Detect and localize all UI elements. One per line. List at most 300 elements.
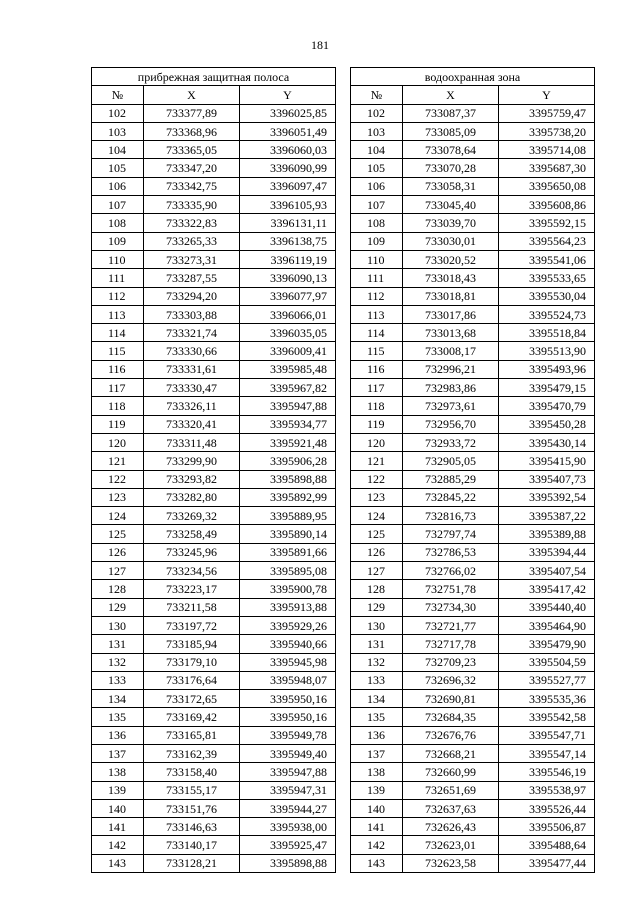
column-header-x: X <box>144 86 240 104</box>
table-row <box>92 744 336 762</box>
point-number-cell: 135 <box>351 708 403 726</box>
point-number-cell: 102 <box>351 104 403 122</box>
x-coordinate-cell: 733330,66 <box>144 342 240 360</box>
y-coordinate-cell: 3395898,88 <box>240 470 336 488</box>
point-number-cell: 138 <box>92 763 144 781</box>
point-number-cell: 108 <box>92 214 144 232</box>
y-coordinate-cell: 3395564,23 <box>499 232 595 250</box>
table-row <box>351 580 595 598</box>
y-coordinate-cell: 3395518,84 <box>499 324 595 342</box>
point-number-cell: 112 <box>92 287 144 305</box>
point-number-cell: 137 <box>351 744 403 762</box>
point-number-cell: 124 <box>92 507 144 525</box>
table-row <box>351 781 595 799</box>
table-row <box>351 488 595 506</box>
x-coordinate-cell: 733155,17 <box>144 781 240 799</box>
point-number-cell: 126 <box>92 543 144 561</box>
y-coordinate-cell: 3395533,65 <box>499 269 595 287</box>
y-coordinate-cell: 3395547,14 <box>499 744 595 762</box>
y-coordinate-cell: 3396035,05 <box>240 324 336 342</box>
point-number-cell: 115 <box>351 342 403 360</box>
x-coordinate-cell: 733299,90 <box>144 452 240 470</box>
y-coordinate-cell: 3395949,40 <box>240 744 336 762</box>
x-coordinate-cell: 733165,81 <box>144 726 240 744</box>
point-number-cell: 116 <box>92 360 144 378</box>
y-coordinate-cell: 3395608,86 <box>499 196 595 214</box>
x-coordinate-cell: 733322,83 <box>144 214 240 232</box>
column-header-y: Y <box>240 86 336 104</box>
table-row <box>92 196 336 214</box>
table-row <box>351 269 595 287</box>
table-row <box>351 232 595 250</box>
x-coordinate-cell: 733282,80 <box>144 488 240 506</box>
x-coordinate-cell: 733331,61 <box>144 360 240 378</box>
x-coordinate-cell: 733321,74 <box>144 324 240 342</box>
y-coordinate-cell: 3395488,64 <box>499 836 595 854</box>
y-coordinate-cell: 3395906,28 <box>240 452 336 470</box>
y-coordinate-cell: 3395547,71 <box>499 726 595 744</box>
point-number-cell: 106 <box>92 177 144 195</box>
x-coordinate-cell: 733176,64 <box>144 671 240 689</box>
x-coordinate-cell: 733365,05 <box>144 141 240 159</box>
table-row <box>92 525 336 543</box>
table-row <box>92 488 336 506</box>
x-coordinate-cell: 732983,86 <box>403 379 499 397</box>
point-number-cell: 115 <box>92 342 144 360</box>
point-number-cell: 126 <box>351 543 403 561</box>
point-number-cell: 141 <box>351 818 403 836</box>
point-number-cell: 118 <box>92 397 144 415</box>
table-row <box>351 799 595 817</box>
point-number-cell: 103 <box>92 122 144 140</box>
point-number-cell: 113 <box>351 305 403 323</box>
y-coordinate-cell: 3395546,19 <box>499 763 595 781</box>
point-number-cell: 119 <box>351 415 403 433</box>
y-coordinate-cell: 3395394,44 <box>499 543 595 561</box>
x-coordinate-cell: 732696,32 <box>403 671 499 689</box>
table-row <box>92 562 336 580</box>
y-coordinate-cell: 3395504,59 <box>499 653 595 671</box>
x-coordinate-cell: 733330,47 <box>144 379 240 397</box>
table-row <box>92 104 336 122</box>
table-row <box>92 763 336 781</box>
table-row <box>92 122 336 140</box>
y-coordinate-cell: 3395524,73 <box>499 305 595 323</box>
y-coordinate-cell: 3396077,97 <box>240 287 336 305</box>
y-coordinate-cell: 3395541,06 <box>499 250 595 268</box>
table-row <box>92 159 336 177</box>
column-header-x: X <box>403 86 499 104</box>
x-coordinate-cell: 733197,72 <box>144 616 240 634</box>
table-row <box>351 324 595 342</box>
x-coordinate-cell: 732786,53 <box>403 543 499 561</box>
x-coordinate-cell: 732623,01 <box>403 836 499 854</box>
y-coordinate-cell: 3395929,26 <box>240 616 336 634</box>
y-coordinate-cell: 3395527,77 <box>499 671 595 689</box>
table-row <box>92 635 336 653</box>
y-coordinate-cell: 3395464,90 <box>499 616 595 634</box>
point-number-cell: 132 <box>351 653 403 671</box>
y-coordinate-cell: 3395506,87 <box>499 818 595 836</box>
point-number-cell: 142 <box>351 836 403 854</box>
y-coordinate-cell: 3395967,82 <box>240 379 336 397</box>
x-coordinate-cell: 732626,43 <box>403 818 499 836</box>
point-number-cell: 128 <box>351 580 403 598</box>
table-row <box>92 726 336 744</box>
table-row <box>351 214 595 232</box>
column-header-y: Y <box>499 86 595 104</box>
table-row <box>92 690 336 708</box>
y-coordinate-cell: 3396060,03 <box>240 141 336 159</box>
y-coordinate-cell: 3395925,47 <box>240 836 336 854</box>
x-coordinate-cell: 733151,76 <box>144 799 240 817</box>
x-coordinate-cell: 732956,70 <box>403 415 499 433</box>
table-row <box>351 836 595 854</box>
x-coordinate-cell: 732721,77 <box>403 616 499 634</box>
x-coordinate-cell: 732660,99 <box>403 763 499 781</box>
x-coordinate-cell: 733223,17 <box>144 580 240 598</box>
y-coordinate-cell: 3395538,97 <box>499 781 595 799</box>
point-number-cell: 116 <box>351 360 403 378</box>
y-coordinate-cell: 3395738,20 <box>499 122 595 140</box>
x-coordinate-cell: 733128,21 <box>144 854 240 872</box>
point-number-cell: 139 <box>92 781 144 799</box>
y-coordinate-cell: 3395392,54 <box>499 488 595 506</box>
point-number-cell: 114 <box>351 324 403 342</box>
y-coordinate-cell: 3395714,08 <box>499 141 595 159</box>
y-coordinate-cell: 3396090,99 <box>240 159 336 177</box>
table-row <box>92 836 336 854</box>
table-row <box>351 433 595 451</box>
x-coordinate-cell: 732766,02 <box>403 562 499 580</box>
x-coordinate-cell: 733287,55 <box>144 269 240 287</box>
x-coordinate-cell: 733303,88 <box>144 305 240 323</box>
point-number-cell: 110 <box>351 250 403 268</box>
y-coordinate-cell: 3395900,78 <box>240 580 336 598</box>
table-row <box>92 452 336 470</box>
x-coordinate-cell: 733377,89 <box>144 104 240 122</box>
point-number-cell: 107 <box>351 196 403 214</box>
x-coordinate-cell: 732797,74 <box>403 525 499 543</box>
point-number-cell: 125 <box>92 525 144 543</box>
point-number-cell: 140 <box>92 799 144 817</box>
table-row <box>351 104 595 122</box>
x-coordinate-cell: 733045,40 <box>403 196 499 214</box>
point-number-cell: 121 <box>351 452 403 470</box>
x-coordinate-cell: 733172,65 <box>144 690 240 708</box>
y-coordinate-cell: 3395470,79 <box>499 397 595 415</box>
table-row <box>351 196 595 214</box>
table-row <box>351 250 595 268</box>
point-number-cell: 108 <box>351 214 403 232</box>
y-coordinate-cell: 3396119,19 <box>240 250 336 268</box>
table-row <box>92 305 336 323</box>
point-number-cell: 136 <box>351 726 403 744</box>
table-row <box>351 543 595 561</box>
y-coordinate-cell: 3395417,42 <box>499 580 595 598</box>
x-coordinate-cell: 733013,68 <box>403 324 499 342</box>
x-coordinate-cell: 733078,64 <box>403 141 499 159</box>
table-row <box>351 598 595 616</box>
table-row <box>92 818 336 836</box>
x-coordinate-cell: 733294,20 <box>144 287 240 305</box>
y-coordinate-cell: 3395889,95 <box>240 507 336 525</box>
table-row <box>351 397 595 415</box>
x-coordinate-cell: 733269,32 <box>144 507 240 525</box>
x-coordinate-cell: 733146,63 <box>144 818 240 836</box>
y-coordinate-cell: 3395440,40 <box>499 598 595 616</box>
x-coordinate-cell: 733158,40 <box>144 763 240 781</box>
x-coordinate-cell: 733265,33 <box>144 232 240 250</box>
y-coordinate-cell: 3395938,00 <box>240 818 336 836</box>
point-number-cell: 127 <box>92 562 144 580</box>
y-coordinate-cell: 3395387,22 <box>499 507 595 525</box>
point-number-cell: 118 <box>351 397 403 415</box>
point-number-cell: 117 <box>351 379 403 397</box>
x-coordinate-cell: 732709,23 <box>403 653 499 671</box>
y-coordinate-cell: 3395948,07 <box>240 671 336 689</box>
y-coordinate-cell: 3396105,93 <box>240 196 336 214</box>
table-row <box>351 122 595 140</box>
x-coordinate-cell: 732816,73 <box>403 507 499 525</box>
table-row <box>92 580 336 598</box>
y-coordinate-cell: 3395947,88 <box>240 763 336 781</box>
table-row <box>92 269 336 287</box>
table-row <box>92 397 336 415</box>
table-row <box>92 854 336 872</box>
table-row <box>92 616 336 634</box>
table-row <box>351 177 595 195</box>
point-number-cell: 129 <box>92 598 144 616</box>
point-number-cell: 130 <box>351 616 403 634</box>
x-coordinate-cell: 732676,76 <box>403 726 499 744</box>
point-number-cell: 128 <box>92 580 144 598</box>
point-number-cell: 119 <box>92 415 144 433</box>
x-coordinate-cell: 732668,21 <box>403 744 499 762</box>
x-coordinate-cell: 732690,81 <box>403 690 499 708</box>
x-coordinate-cell: 733273,31 <box>144 250 240 268</box>
point-number-cell: 102 <box>92 104 144 122</box>
x-coordinate-cell: 732905,05 <box>403 452 499 470</box>
x-coordinate-cell: 733018,81 <box>403 287 499 305</box>
table-row <box>92 598 336 616</box>
point-number-cell: 121 <box>92 452 144 470</box>
x-coordinate-cell: 732623,58 <box>403 854 499 872</box>
x-coordinate-cell: 732651,69 <box>403 781 499 799</box>
table-row <box>351 525 595 543</box>
y-coordinate-cell: 3396138,75 <box>240 232 336 250</box>
column-header-number: № <box>351 86 403 104</box>
y-coordinate-cell: 3395934,77 <box>240 415 336 433</box>
point-number-cell: 132 <box>92 653 144 671</box>
x-coordinate-cell: 733087,37 <box>403 104 499 122</box>
point-number-cell: 112 <box>351 287 403 305</box>
table-row <box>351 415 595 433</box>
table-row <box>351 452 595 470</box>
table-row <box>351 507 595 525</box>
point-number-cell: 105 <box>92 159 144 177</box>
x-coordinate-cell: 733085,09 <box>403 122 499 140</box>
point-number-cell: 104 <box>351 141 403 159</box>
x-coordinate-cell: 732684,35 <box>403 708 499 726</box>
y-coordinate-cell: 3395949,78 <box>240 726 336 744</box>
table-row <box>351 360 595 378</box>
x-coordinate-cell: 732996,21 <box>403 360 499 378</box>
table-row <box>92 799 336 817</box>
point-number-cell: 104 <box>92 141 144 159</box>
table-row <box>92 507 336 525</box>
y-coordinate-cell: 3396090,13 <box>240 269 336 287</box>
point-number-cell: 110 <box>92 250 144 268</box>
point-number-cell: 133 <box>351 671 403 689</box>
table-row <box>92 177 336 195</box>
x-coordinate-cell: 733018,43 <box>403 269 499 287</box>
x-coordinate-cell: 733140,17 <box>144 836 240 854</box>
y-coordinate-cell: 3395526,44 <box>499 799 595 817</box>
table-row <box>92 708 336 726</box>
column-header-number: № <box>92 86 144 104</box>
y-coordinate-cell: 3395759,47 <box>499 104 595 122</box>
y-coordinate-cell: 3395477,44 <box>499 854 595 872</box>
x-coordinate-cell: 733342,75 <box>144 177 240 195</box>
table-row <box>351 562 595 580</box>
table-row <box>351 854 595 872</box>
y-coordinate-cell: 3395892,99 <box>240 488 336 506</box>
table-row <box>92 360 336 378</box>
point-number-cell: 107 <box>92 196 144 214</box>
water-protection-zone-table <box>350 67 595 873</box>
point-number-cell: 143 <box>92 854 144 872</box>
y-coordinate-cell: 3395415,90 <box>499 452 595 470</box>
table-row <box>92 324 336 342</box>
x-coordinate-cell: 733169,42 <box>144 708 240 726</box>
x-coordinate-cell: 733311,48 <box>144 433 240 451</box>
point-number-cell: 139 <box>351 781 403 799</box>
point-number-cell: 138 <box>351 763 403 781</box>
point-number-cell: 131 <box>351 635 403 653</box>
point-number-cell: 131 <box>92 635 144 653</box>
table-row <box>351 690 595 708</box>
table-row <box>92 653 336 671</box>
point-number-cell: 120 <box>92 433 144 451</box>
x-coordinate-cell: 733335,90 <box>144 196 240 214</box>
y-coordinate-cell: 3396066,01 <box>240 305 336 323</box>
table-row <box>92 379 336 397</box>
table-row <box>351 379 595 397</box>
table-row <box>351 159 595 177</box>
point-number-cell: 143 <box>351 854 403 872</box>
x-coordinate-cell: 732973,61 <box>403 397 499 415</box>
x-coordinate-cell: 733245,96 <box>144 543 240 561</box>
page-number: 181 <box>311 38 329 52</box>
table-row <box>92 287 336 305</box>
x-coordinate-cell: 733162,39 <box>144 744 240 762</box>
table-row <box>92 781 336 799</box>
point-number-cell: 123 <box>92 488 144 506</box>
x-coordinate-cell: 733368,96 <box>144 122 240 140</box>
point-number-cell: 103 <box>351 122 403 140</box>
point-number-cell: 106 <box>351 177 403 195</box>
y-coordinate-cell: 3395389,88 <box>499 525 595 543</box>
table-row <box>351 635 595 653</box>
table-row <box>92 342 336 360</box>
y-coordinate-cell: 3395891,66 <box>240 543 336 561</box>
x-coordinate-cell: 732717,78 <box>403 635 499 653</box>
table-row <box>351 342 595 360</box>
table-row <box>351 470 595 488</box>
y-coordinate-cell: 3395513,90 <box>499 342 595 360</box>
y-coordinate-cell: 3395895,08 <box>240 562 336 580</box>
y-coordinate-cell: 3395479,15 <box>499 379 595 397</box>
y-coordinate-cell: 3395947,31 <box>240 781 336 799</box>
table-row <box>351 818 595 836</box>
point-number-cell: 125 <box>351 525 403 543</box>
x-coordinate-cell: 733326,11 <box>144 397 240 415</box>
table-row <box>351 763 595 781</box>
x-coordinate-cell: 733070,28 <box>403 159 499 177</box>
x-coordinate-cell: 733017,86 <box>403 305 499 323</box>
y-coordinate-cell: 3395535,36 <box>499 690 595 708</box>
x-coordinate-cell: 733179,10 <box>144 653 240 671</box>
y-coordinate-cell: 3395950,16 <box>240 708 336 726</box>
x-coordinate-cell: 733039,70 <box>403 214 499 232</box>
table-row <box>351 141 595 159</box>
y-coordinate-cell: 3395940,66 <box>240 635 336 653</box>
point-number-cell: 141 <box>92 818 144 836</box>
table-row <box>351 287 595 305</box>
table-row <box>92 433 336 451</box>
table-row <box>351 305 595 323</box>
x-coordinate-cell: 733293,82 <box>144 470 240 488</box>
point-number-cell: 113 <box>92 305 144 323</box>
y-coordinate-cell: 3395493,96 <box>499 360 595 378</box>
point-number-cell: 137 <box>92 744 144 762</box>
point-number-cell: 136 <box>92 726 144 744</box>
y-coordinate-cell: 3395530,04 <box>499 287 595 305</box>
point-number-cell: 135 <box>92 708 144 726</box>
point-number-cell: 105 <box>351 159 403 177</box>
table-row <box>351 744 595 762</box>
table-row <box>351 653 595 671</box>
x-coordinate-cell: 733347,20 <box>144 159 240 177</box>
y-coordinate-cell: 3395898,88 <box>240 854 336 872</box>
point-number-cell: 122 <box>92 470 144 488</box>
x-coordinate-cell: 733185,94 <box>144 635 240 653</box>
point-number-cell: 117 <box>92 379 144 397</box>
y-coordinate-cell: 3396025,85 <box>240 104 336 122</box>
x-coordinate-cell: 733020,52 <box>403 250 499 268</box>
point-number-cell: 127 <box>351 562 403 580</box>
x-coordinate-cell: 733258,49 <box>144 525 240 543</box>
y-coordinate-cell: 3395542,58 <box>499 708 595 726</box>
point-number-cell: 109 <box>351 232 403 250</box>
point-number-cell: 123 <box>351 488 403 506</box>
point-number-cell: 134 <box>92 690 144 708</box>
table-row <box>92 415 336 433</box>
y-coordinate-cell: 3395687,30 <box>499 159 595 177</box>
table-row <box>92 232 336 250</box>
table-row <box>92 543 336 561</box>
x-coordinate-cell: 732734,30 <box>403 598 499 616</box>
x-coordinate-cell: 733030,01 <box>403 232 499 250</box>
y-coordinate-cell: 3395921,48 <box>240 433 336 451</box>
point-number-cell: 134 <box>351 690 403 708</box>
x-coordinate-cell: 732885,29 <box>403 470 499 488</box>
y-coordinate-cell: 3395430,14 <box>499 433 595 451</box>
table-row <box>351 708 595 726</box>
point-number-cell: 122 <box>351 470 403 488</box>
table-row <box>92 470 336 488</box>
